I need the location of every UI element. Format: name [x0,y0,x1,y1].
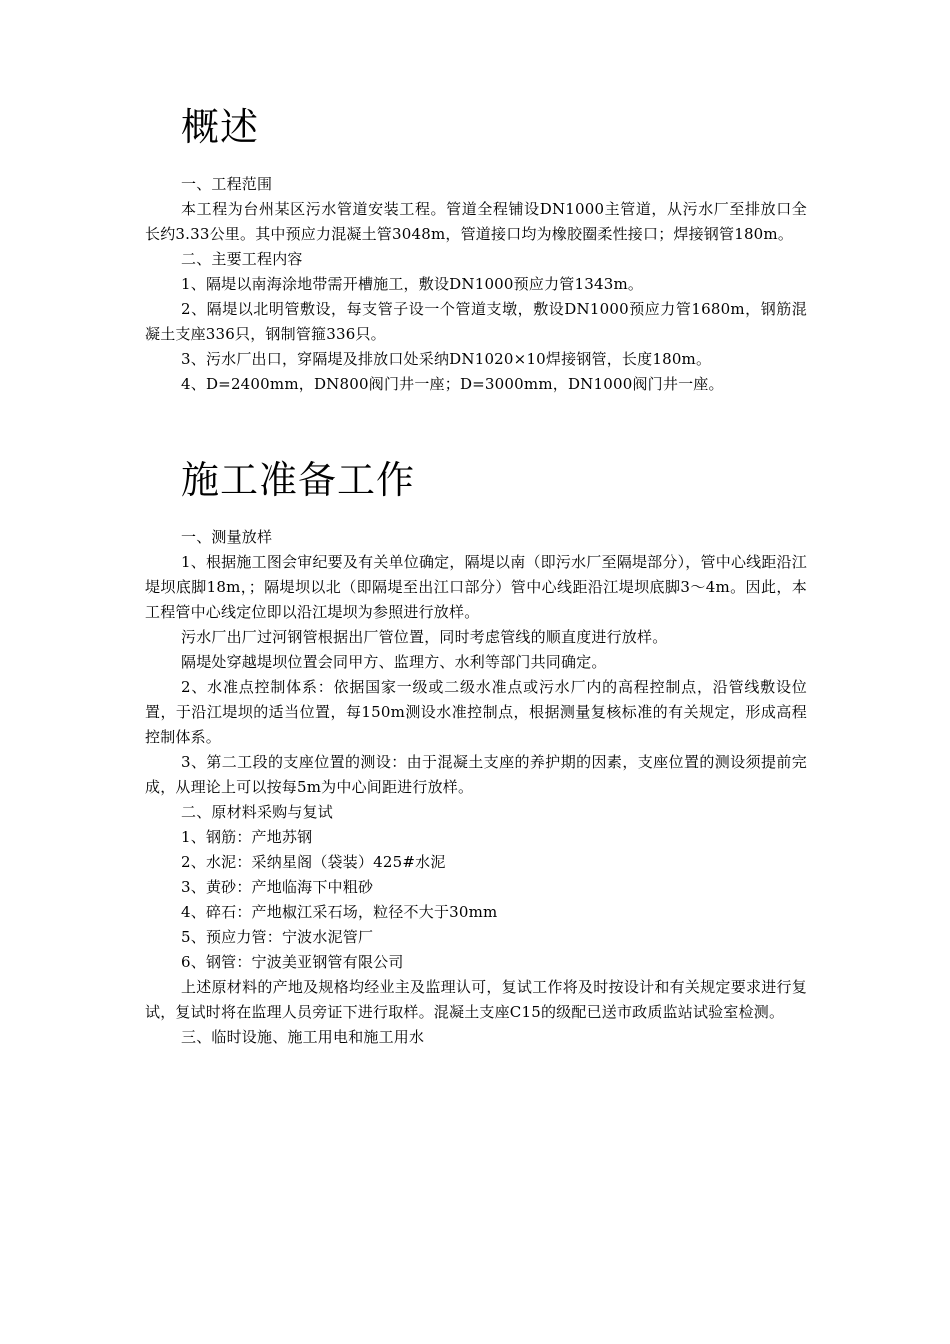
paragraph: 本工程为台州某区污水管道安装工程。管道全程铺设DN1000主管道，从污水厂至排放口全长约3.33公里。其中预应力混凝土管3048m，管道接口均为橡胶圈柔性接口；焊接钢管180m。 [145,200,807,243]
paragraph: 隔堤处穿越堤坝位置会同甲方、监理方、水利等部门共同确定。 [181,653,607,671]
paragraph: 2、水准点控制体系：依据国家一级或二级水准点或污水厂内的高程控制点，沿管线敷设位置，于沿江堤坝的适当位置，每150m测设水准控制点，根据测量复核标准的有关规定，形成高程控制体系。 [145,678,807,746]
paragraph: 2、水泥：采纳星阁（袋装）425#水泥 [181,853,446,871]
paragraph: 1、根据施工图会审纪要及有关单位确定，隔堤以南（即污水厂至隔堤部分），管中心线距沿江堤坝底脚18m，；隔堤坝以北（即隔堤至出江口部分）管中心线距沿江堤坝底脚3～4m。因此，本工程管中心线定位即以沿江堤坝为参照进行放样。 [145,553,807,621]
section-title-preparation: 施工准备工作 [181,458,416,502]
paragraph: 3、污水厂出口，穿隔堤及排放口处采纳DN1020×10焊接钢管，长度180m。 [181,350,712,368]
paragraph: 6、钢管：宁波美亚钢管有限公司 [181,953,404,971]
paragraph: 三、临时设施、施工用电和施工用水 [181,1028,425,1046]
paragraph: 1、钢筋：产地苏钢 [181,828,313,846]
paragraph: 上述原材料的产地及规格均经业主及监理认可，复试工作将及时按设计和有关规定要求进行复试，复试时将在监理人员旁证下进行取样。混凝土支座C15的级配已送市政质监站试验室检测。 [145,978,807,1021]
paragraph: 二、主要工程内容 [181,250,303,268]
paragraph: 4、D=2400mm，DN800阀门井一座；D=3000mm，DN1000阀门井一座。 [181,375,724,393]
paragraph: 污水厂出厂过河钢管根据出厂管位置，同时考虑管线的顺直度进行放样。 [181,628,668,646]
paragraph: 5、预应力管：宁波水泥管厂 [181,928,374,946]
paragraph: 一、测量放样 [181,528,273,546]
paragraph: 3、黄砂：产地临海下中粗砂 [181,878,374,896]
paragraph: 1、隔堤以南海涂地带需开槽施工，敷设DN1000预应力管1343m。 [181,275,644,293]
paragraph: 2、隔堤以北明管敷设，每支管子设一个管道支墩，敷设DN1000预应力管1680m，钢筋混凝土支座336只，钢制管箍336只。 [145,300,807,343]
paragraph: 一、工程范围 [181,175,273,193]
section-title-overview: 概述 [181,105,260,149]
paragraph: 3、第二工段的支座位置的测设：由于混凝土支座的养护期的因素，支座位置的测设须提前完成，从理论上可以按每5m为中心间距进行放样。 [145,753,807,796]
paragraph: 4、碎石：产地椒江采石场，粒径不大于30mm [181,903,498,921]
document-content [145,100,807,1050]
paragraph: 二、原材料采购与复试 [181,803,334,821]
